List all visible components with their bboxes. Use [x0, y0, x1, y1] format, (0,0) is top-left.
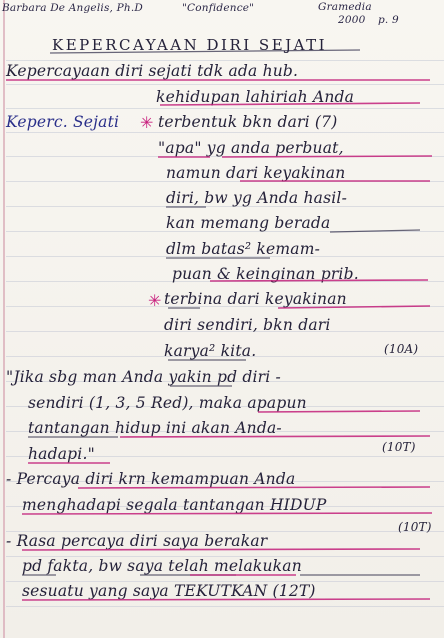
header-publisher: Gramedia [318, 1, 372, 13]
star-icon: ✳ [140, 113, 154, 132]
quote-line: tantangan hidup ini akan Anda- [28, 419, 282, 437]
bullet-line: menghadapi segala tantangan HIDUP [22, 496, 327, 514]
note-line: diri sendiri, bkn dari [164, 316, 331, 334]
page-title: KEPERCAYAAN DIRI SEJATI [52, 36, 328, 54]
header-book: "Confidence" [182, 2, 255, 14]
highlight-stroke [278, 306, 430, 308]
quote-line: "Jika sbg man Anda yakin pd diri - [6, 368, 281, 386]
highlight-stroke [22, 513, 432, 514]
note-line: terbentuk bkn dari (7) [158, 113, 338, 131]
quote-line: sendiri (1, 3, 5 Red), maka apapun [28, 394, 307, 412]
reference-note: (10T) [382, 440, 416, 454]
bullet-line: pd fakta, bw saya telah melakukan [22, 557, 302, 575]
header-page: p. 9 [378, 14, 399, 26]
highlight-stroke [210, 280, 428, 281]
highlight-stroke [120, 436, 430, 437]
quote-line: hadapi." [28, 445, 95, 463]
note-line: kehidupan lahiriah Anda [156, 88, 355, 106]
bullet-line: - Rasa percaya diri saya berakar [6, 532, 268, 550]
note-line: diri, bw yg Anda hasil- [166, 189, 348, 207]
note-line: kan memang berada [166, 214, 331, 232]
highlight-stroke [22, 599, 430, 600]
highlight-stroke [222, 156, 432, 157]
bullet-line: - Percaya diri krn kemampuan Anda [6, 470, 296, 488]
title-underline [50, 50, 360, 53]
bullet-line: sesuatu yang saya TEKUTKAN (12T) [22, 582, 316, 600]
underline-stroke [330, 230, 420, 232]
header-author: Barbara De Angelis, Ph.D [2, 2, 144, 14]
note-line: terbina dari keyakinan [164, 290, 347, 308]
header-year: 2000 [338, 14, 366, 26]
reference-note: (10T) [398, 520, 432, 534]
note-line: namun dari keyakinan [166, 164, 346, 182]
highlight-stroke [160, 103, 420, 105]
asterisk-icon: ✳ [148, 291, 162, 310]
highlight-stroke [22, 549, 420, 550]
note-keyword: Keperc. Sejati [6, 113, 120, 131]
note-line: puan & keinginan prib. [172, 265, 359, 283]
note-line: "apa" yg anda perbuat, [158, 139, 344, 157]
highlight-stroke [78, 487, 430, 488]
note-line: Kepercayaan diri sejati tdk ada hub. [6, 62, 299, 80]
reference-note: (10A) [384, 342, 419, 356]
note-line: karya² kita. [164, 342, 257, 360]
highlight-stroke [258, 411, 420, 412]
note-line: dlm batas² kemam- [166, 240, 321, 258]
